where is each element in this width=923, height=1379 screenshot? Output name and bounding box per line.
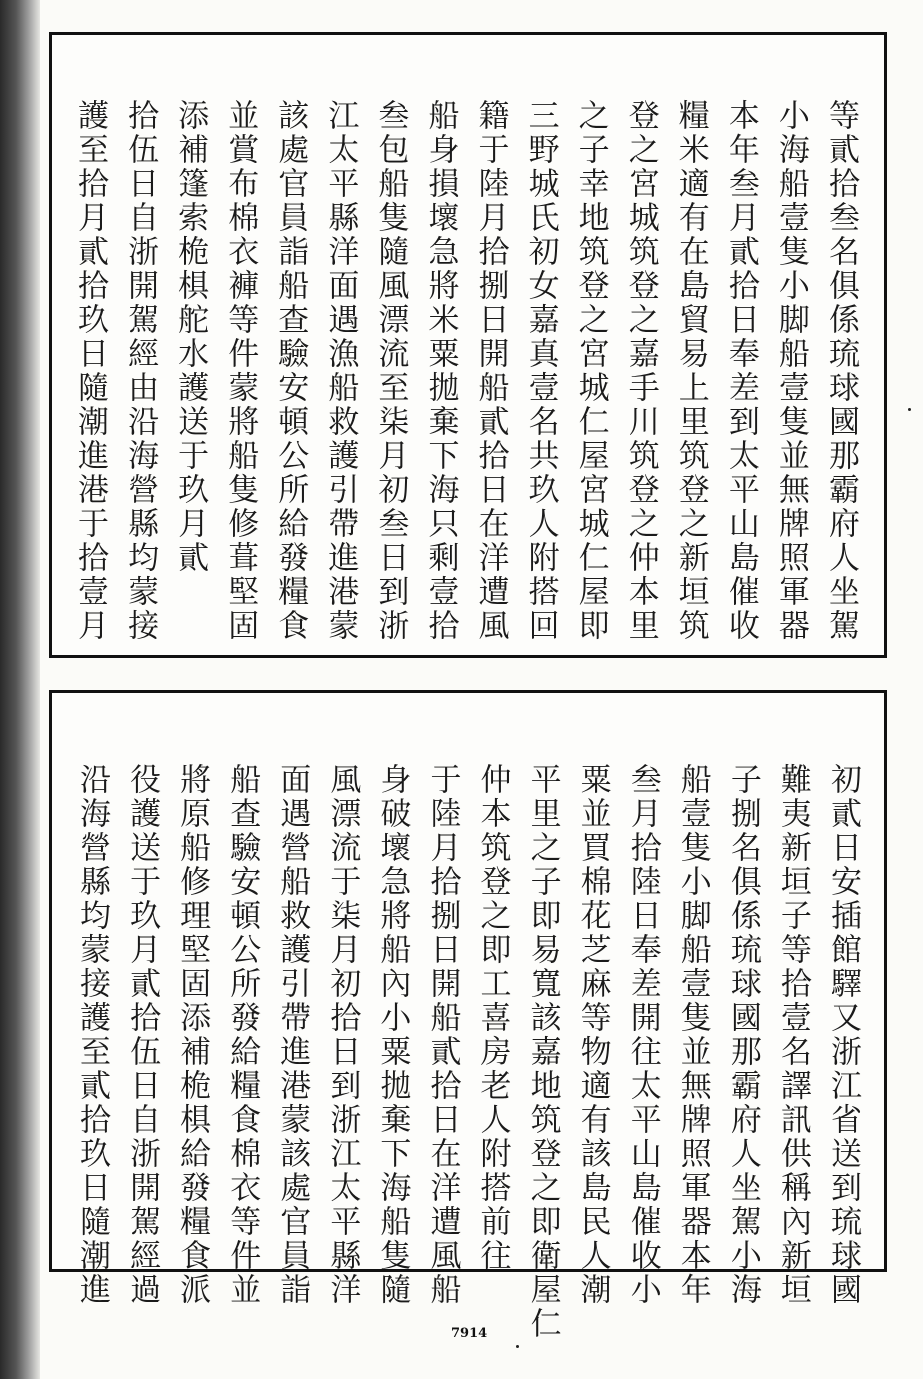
text-column: 平里之子即易寬該嘉地筑登之即衛屋仁 xyxy=(524,763,561,1341)
text-column: 難夷新垣子等拾壹名譯訊供稱內新垣 xyxy=(774,763,811,1307)
text-column: 于陸月拾捌日開船貳拾日在洋遭風船 xyxy=(424,763,461,1307)
text-column: 沿海營縣均蒙接護至貳拾玖日隨潮進 xyxy=(74,763,110,1307)
text-column: 該處官員詣船查驗安頓公所給發糧食 xyxy=(272,99,309,643)
text-column: 子捌名俱係琉球國那霸府人坐駕小海 xyxy=(724,763,761,1307)
text-column: 船查驗安頓公所發給糧食棉衣等件並 xyxy=(224,763,261,1307)
text-column: 仲本筑登之即工喜房老人附搭前往 xyxy=(474,763,511,1273)
text-column: 本年叁月貳拾日奉差到太平山島催收 xyxy=(722,99,759,643)
text-column: 籍于陸月拾捌日開船貳拾日在洋遭風 xyxy=(472,99,509,643)
book-spine-shadow xyxy=(0,0,40,1379)
text-column: 等貳拾叁名俱係琉球國那霸府人坐駕 xyxy=(822,99,859,643)
text-column: 船壹隻小脚船壹隻並無牌照軍器本年 xyxy=(674,763,711,1307)
text-column: 江太平縣洋面遇漁船救護引帶進港蒙 xyxy=(322,99,359,643)
ink-speck xyxy=(908,408,911,411)
text-column: 小海船壹隻小脚船壹隻並無牌照軍器 xyxy=(772,99,809,643)
text-column: 添補篷索桅椇舵水護送于玖月貳 xyxy=(172,99,209,575)
top-text-columns xyxy=(72,99,859,645)
ink-speck xyxy=(516,1345,519,1348)
text-column: 並賞布棉衣褲等件蒙將船隻修葺堅固 xyxy=(222,99,259,643)
text-column: 身破壞急將船內小粟拋棄下海船隻隨 xyxy=(374,763,411,1307)
text-column: 登之宮城筑登之嘉手川筑登之仲本里 xyxy=(622,99,659,643)
text-column: 三野城氏初女嘉真壹名共玖人附搭回 xyxy=(522,99,559,643)
text-column: 將原船修理堅固添補桅椇給發糧食派 xyxy=(174,763,211,1307)
text-column: 拾伍日自浙開駕經由沿海營縣均蒙接 xyxy=(122,99,159,643)
text-column: 糧米適有在島貿易上里筑登之新垣筑 xyxy=(672,99,709,643)
text-column: 粟並買棉花芝麻等物適有該島民人潮 xyxy=(574,763,611,1307)
top-manuscript-panel xyxy=(49,32,887,658)
text-column: 之子幸地筑登之宮城仁屋宮城仁屋即 xyxy=(572,99,609,643)
text-column: 叁月拾陸日奉差開往太平山島催收小 xyxy=(624,763,661,1307)
text-column: 護至拾月貳拾玖日隨潮進港于拾壹月 xyxy=(72,99,108,643)
text-column: 面遇營船救護引帶進港蒙該處官員詣 xyxy=(274,763,311,1307)
page-number: 7914 xyxy=(451,1326,488,1341)
text-column: 初貳日安插館驛又浙江省送到琉球國 xyxy=(824,763,861,1307)
text-column: 船身損壞急將米粟拋棄下海只剩壹拾 xyxy=(422,99,459,643)
text-column: 風漂流于柒月初拾日到浙江太平縣洋 xyxy=(324,763,361,1307)
text-column: 役護送于玖月貳拾伍日自浙開駕經過 xyxy=(124,763,161,1307)
text-column: 叁包船隻隨風漂流至柒月初叁日到浙 xyxy=(372,99,409,643)
